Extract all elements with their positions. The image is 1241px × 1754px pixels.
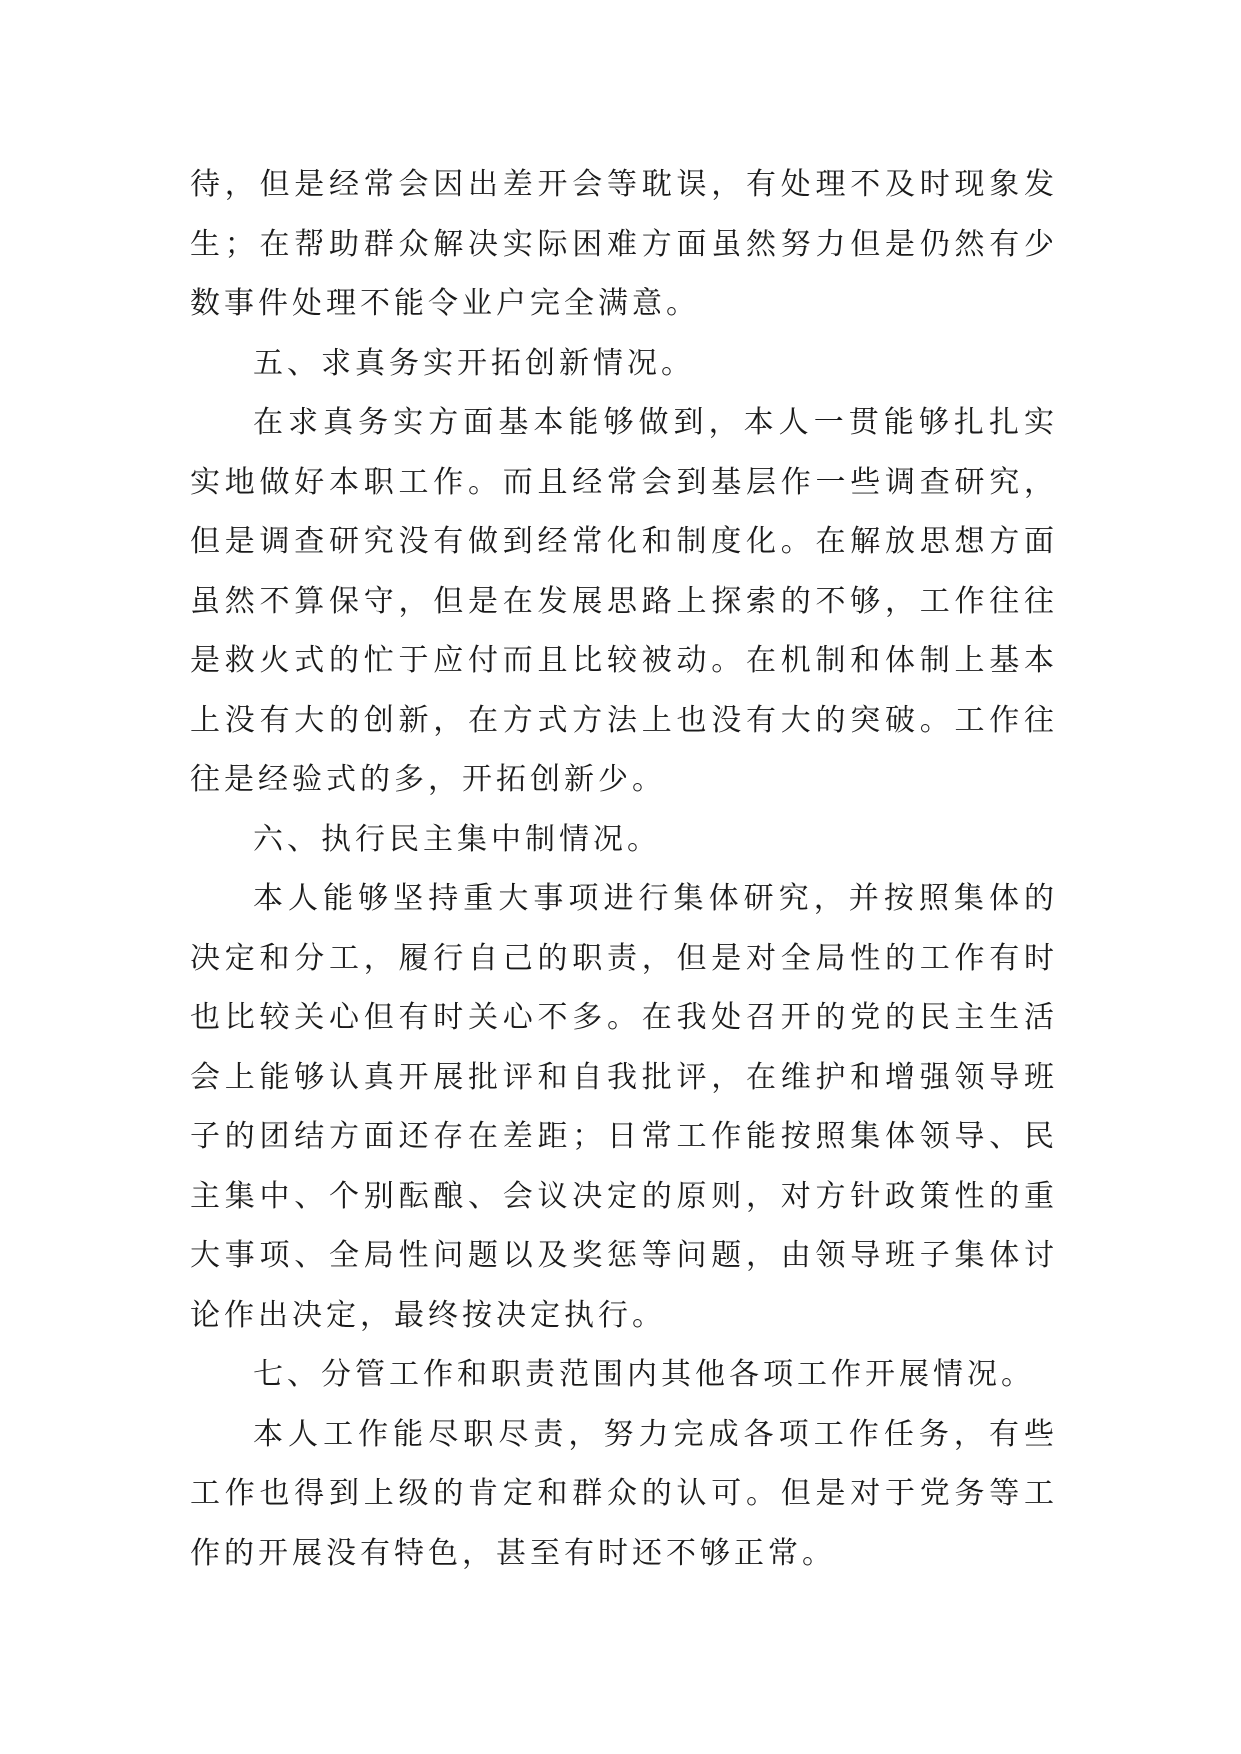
paragraph-section-5: 在求真务实方面基本能够做到，本人一贯能够扎扎实实地做好本职工作。而且经常会到基层作一些调查研究，但是调查研究没有做到经常化和制度化。在解放思想方面虽然不算保守，但是在发展思路上探索的不够，工作往往是救火式的忙于应付而且比较被动。在机制和体制上基本上没有大的创新，在方式方法上也没有大的突破。工作往往是经验式的多，开拓创新少。 [190, 405, 1058, 797]
section-heading-6: 六、执行民主集中制情况。 [253, 821, 661, 857]
paragraph-section-6: 本人能够坚持重大事项进行集体研究，并按照集体的决定和分工，履行自己的职责，但是对全局性的工作有时也比较关心但有时关心不多。在我处召开的党的民主生活会上能够认真开展批评和自我批评，在维护和增强领导班子的团结方面还存在差距；日常工作能按照集体领导、民主集中、个别酝酿、会议决定的原则，对方针政策性的重大事项、全局性问题以及奖惩等问题，由领导班子集体讨论作出决定，最终按决定执行。 [190, 881, 1058, 1333]
paragraph-section-7: 本人工作能尽职尽责，努力完成各项工作任务，有些工作也得到上级的肯定和群众的认可。但是对于党务等工作的开展没有特色，甚至有时还不够正常。 [190, 1416, 1058, 1571]
document-page [190, 155, 1058, 1583]
paragraph-continuation: 待，但是经常会因出差开会等耽误，有处理不及时现象发生；在帮助群众解决实际困难方面虽然努力但是仍然有少数事件处理不能令业户完全满意。 [190, 167, 1058, 321]
section-heading-7: 七、分管工作和职责范围内其他各项工作开展情况。 [253, 1357, 1035, 1392]
section-heading-5: 五、求真务实开拓创新情况。 [253, 345, 695, 381]
